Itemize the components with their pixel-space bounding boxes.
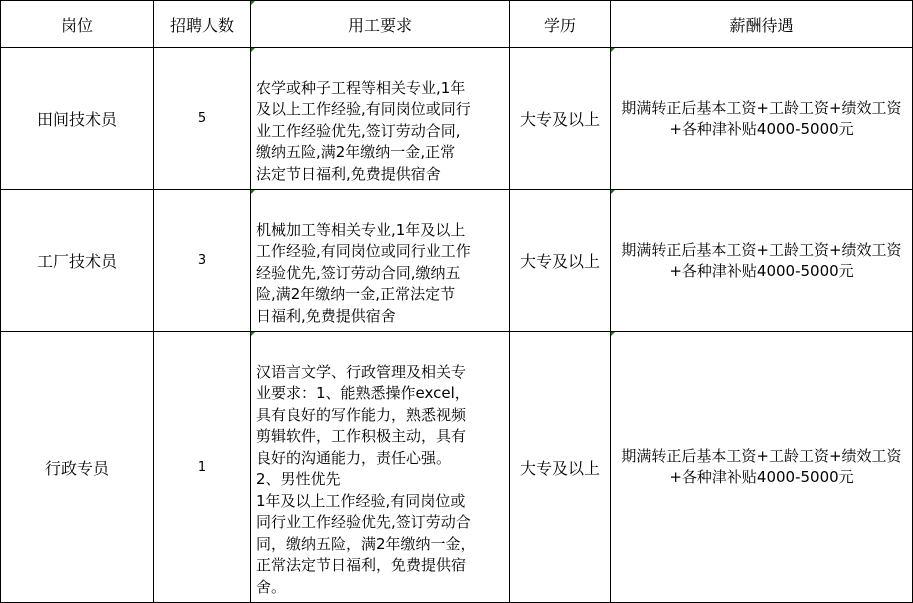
cell-position: 工厂技术员 xyxy=(1,190,154,332)
cell-requirements xyxy=(251,332,510,603)
header-position: 岗位 xyxy=(1,1,154,48)
header-education: 学历 xyxy=(510,1,611,48)
cell-count: 3 xyxy=(154,190,251,332)
table-row xyxy=(1,332,913,603)
cell-comment-marker xyxy=(251,332,255,336)
cell-comment-marker xyxy=(611,332,615,336)
cell-salary xyxy=(611,190,913,332)
cell-position: 田间技术员 xyxy=(1,48,154,190)
cell-comment-marker xyxy=(251,190,255,194)
header-salary: 薪酬待遇 xyxy=(611,1,913,48)
cell-requirements xyxy=(251,190,510,332)
salary-text: 期满转正后基本工资+工龄工资+绩效工资+各种津补贴4000-5000元 xyxy=(621,447,902,486)
requirements-text: 农学或种子工程等相关专业,1年 及以上工作经验,有同岗位或同行 业工作经验优先,签订劳动合同, 缴纳五险,满2年缴纳一金,正常 法定节日福利,免费提供宿舍 xyxy=(256,78,471,183)
salary-text: 期满转正后基本工资+工龄工资+绩效工资+各种津补贴4000-5000元 xyxy=(621,98,902,138)
cell-position: 行政专员 xyxy=(1,332,154,603)
header-row xyxy=(1,1,913,48)
cell-requirements xyxy=(251,48,510,190)
header-count: 招聘人数 xyxy=(154,1,251,48)
cell-comment-marker xyxy=(251,48,255,52)
cell-comment-marker xyxy=(611,48,615,52)
cell-count: 5 xyxy=(154,48,251,190)
cell-education: 大专及以上 xyxy=(510,332,611,603)
header-requirements-label: 用工要求 xyxy=(347,15,412,35)
cell-education: 大专及以上 xyxy=(510,48,611,190)
cell-salary xyxy=(611,332,913,603)
salary-text: 期满转正后基本工资+工龄工资+绩效工资+各种津补贴4000-5000元 xyxy=(621,240,902,280)
table-row xyxy=(1,48,913,190)
requirements-text: 汉语言文学、行政管理及相关专 业要求：1、能熟悉操作excel， 具有良好的写作能力，熟悉视频 剪辑软件，工作积极主动，具有 良好的沟通能力，责任心强。 2、男性优先 1年及以上工作经验,有同岗位或 同行业工作经验优先,签订劳动合 同，缴纳五险，满2年缴纳一金， 正常法定节日福利，免费提供宿 舍。 xyxy=(256,362,476,596)
cell-comment-marker xyxy=(611,190,615,194)
header-requirements xyxy=(251,1,510,48)
cell-comment-marker xyxy=(251,1,255,5)
cell-salary xyxy=(611,48,913,190)
cell-education: 大专及以上 xyxy=(510,190,611,332)
cell-count: 1 xyxy=(154,332,251,603)
requirements-text: 机械加工等相关专业,1年及以上 工作经验,有同岗位或同行业工作 经验优先,签订劳动合同,缴纳五 险,满2年缴纳一金,正常法定节 日福利,免费提供宿舍 xyxy=(256,220,471,325)
table-row xyxy=(1,190,913,332)
